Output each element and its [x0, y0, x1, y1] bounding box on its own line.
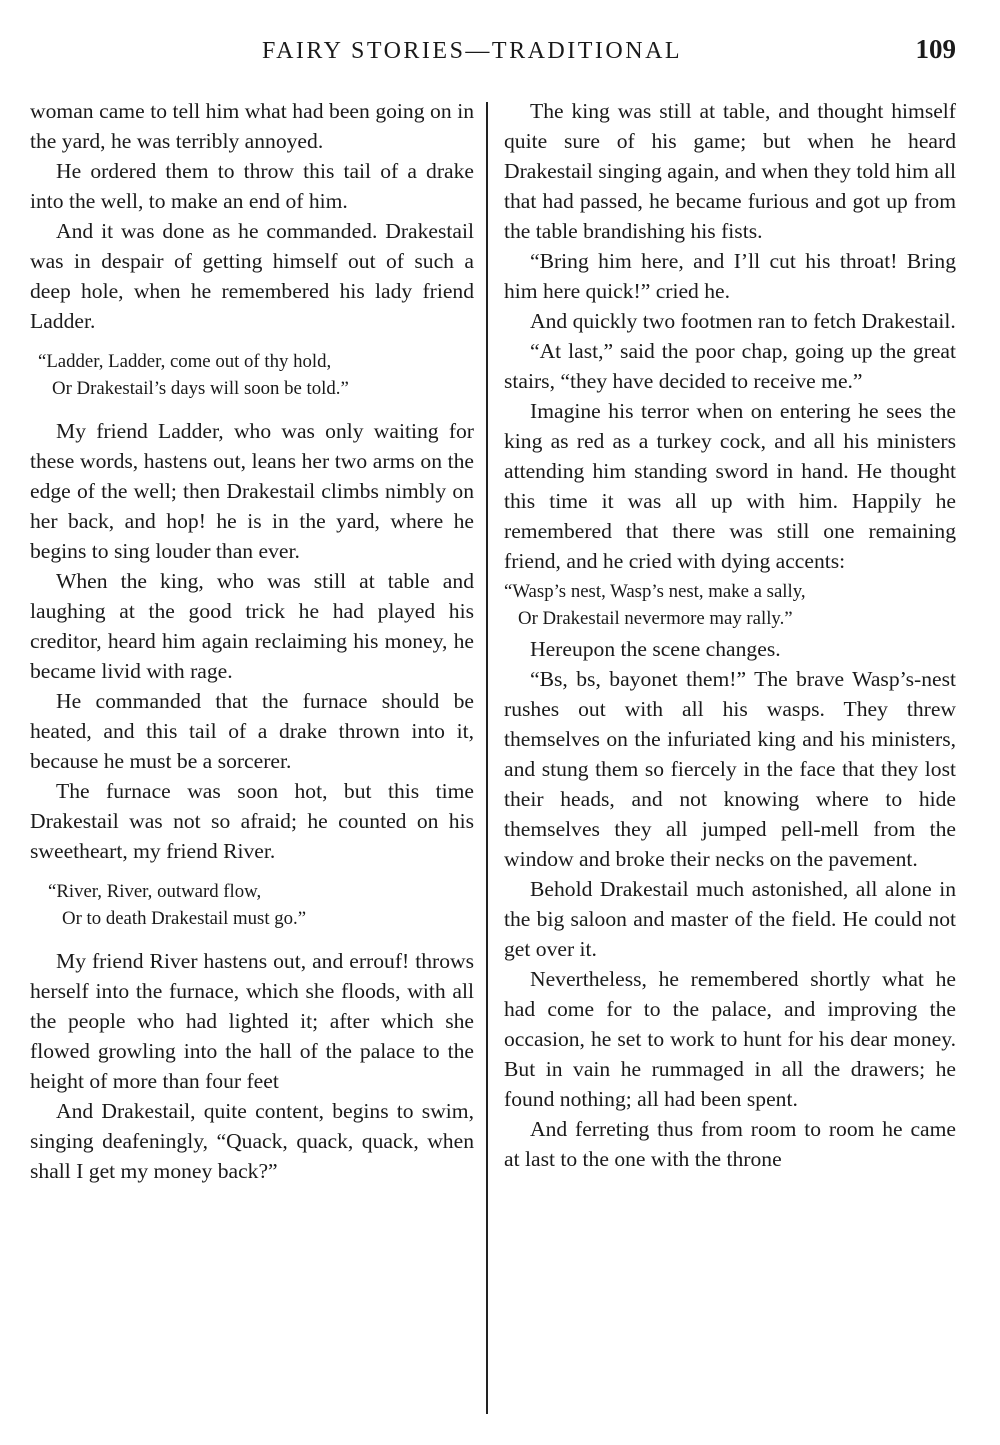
paragraph: The furnace was soon hot, but this time Drakestail was not so afraid; he counted on his sweetheart, my friend River.: [30, 779, 474, 863]
right-column: [504, 96, 956, 1174]
verse-line: Or Drakestail’s days will soon be told.”: [52, 378, 349, 399]
paragraph: Behold Drakestail much astonished, all alone in the big saloon and master of the field. He could not get over it.: [504, 877, 956, 961]
left-column: [30, 96, 474, 1186]
paragraph: The king was still at table, and thought himself quite sure of his game; but when he heard Drakestail singing again, and when they told him all that had passed, he became furious and got up from the table brandishing his fists.: [504, 99, 956, 243]
verse-line: Or to death Drakestail must go.”: [62, 908, 307, 929]
paragraph: Imagine his terror when on entering he sees the king as red as a turkey cock, and all his ministers attending him standing sword in hand. He thought this time it was all up with him. Happily he remembered that there was still one remaining friend, and he cried with dying accents:: [504, 399, 956, 573]
paragraph: “Bs, bs, bayonet them!” The brave Wasp’s-nest rushes out with all his wasps. They threw themselves on the infuriated king and his ministers, and stung them so fiercely in the face that they lost their heads, and not knowing where to hide themselves they all jumped pell-mell from the window and broke their necks on the pavement.: [504, 667, 956, 871]
verse-line: “Ladder, Ladder, come out of thy hold,: [38, 351, 332, 372]
paragraph: Hereupon the scene changes.: [530, 637, 781, 661]
running-title: FAIRY STORIES—TRADITIONAL: [262, 38, 683, 64]
verse-line: Or Drakestail nevermore may rally.”: [518, 608, 793, 629]
paragraph: And ferreting thus from room to room he came at last to the one with the throne: [504, 1117, 956, 1171]
paragraph: My friend River hastens out, and errouf! throws herself into the furnace, which she floods, with all the people who had lighted it; after which she flowed growling into the hall of the palace to the height of more than four feet: [30, 949, 474, 1093]
paragraph: He ordered them to throw this tail of a drake into the well, to make an end of him.: [30, 159, 474, 213]
verse-wasps-nest: [504, 578, 956, 632]
paragraph: When the king, who was still at table and laughing at the good trick he had played his creditor, heard him again reclaiming his money, he became livid with rage.: [30, 569, 474, 683]
paragraph: And quickly two footmen ran to fetch Drakestail.: [530, 309, 956, 333]
paragraph: “Bring him here, and I’ll cut his throat! Bring him here quick!” cried he.: [504, 249, 956, 303]
paragraph: My friend Ladder, who was only waiting for these words, hastens out, leans her two arms on the edge of the well; then Drakestail climbs nimbly on her back, and hop! he is in the yard, where he begins to sing louder than ever.: [30, 419, 474, 563]
verse-ladder: [38, 348, 474, 402]
paragraph: And Drakestail, quite content, begins to swim, singing deafeningly, “Quack, quack, quack, when shall I get my money back?”: [30, 1099, 474, 1183]
verse-line: “Wasp’s nest, Wasp’s nest, make a sally,: [504, 581, 806, 602]
verse-line: “River, River, outward flow,: [48, 881, 262, 902]
column-divider: [486, 102, 488, 1414]
paragraph: He commanded that the furnace should be heated, and this tail of a drake thrown into it, because he must be a sorcerer.: [30, 689, 474, 773]
page-number: 109: [915, 34, 956, 64]
paragraph: “At last,” said the poor chap, going up the great stairs, “they have decided to receive me.”: [504, 339, 956, 393]
paragraph: Nevertheless, he remembered shortly what he had come for to the palace, and improving the occasion, he set to work to hunt for his dear money. But in vain he rummaged in all the drawers; he found nothing; all had been spent.: [504, 967, 956, 1111]
verse-river: [48, 878, 474, 932]
paragraph: woman came to tell him what had been going on in the yard, he was terribly annoyed.: [30, 99, 474, 153]
page-header: [0, 34, 1000, 74]
paragraph: And it was done as he commanded. Drakestail was in despair of getting himself out of such a deep hole, when he remembered his lady friend Ladder.: [30, 219, 474, 333]
